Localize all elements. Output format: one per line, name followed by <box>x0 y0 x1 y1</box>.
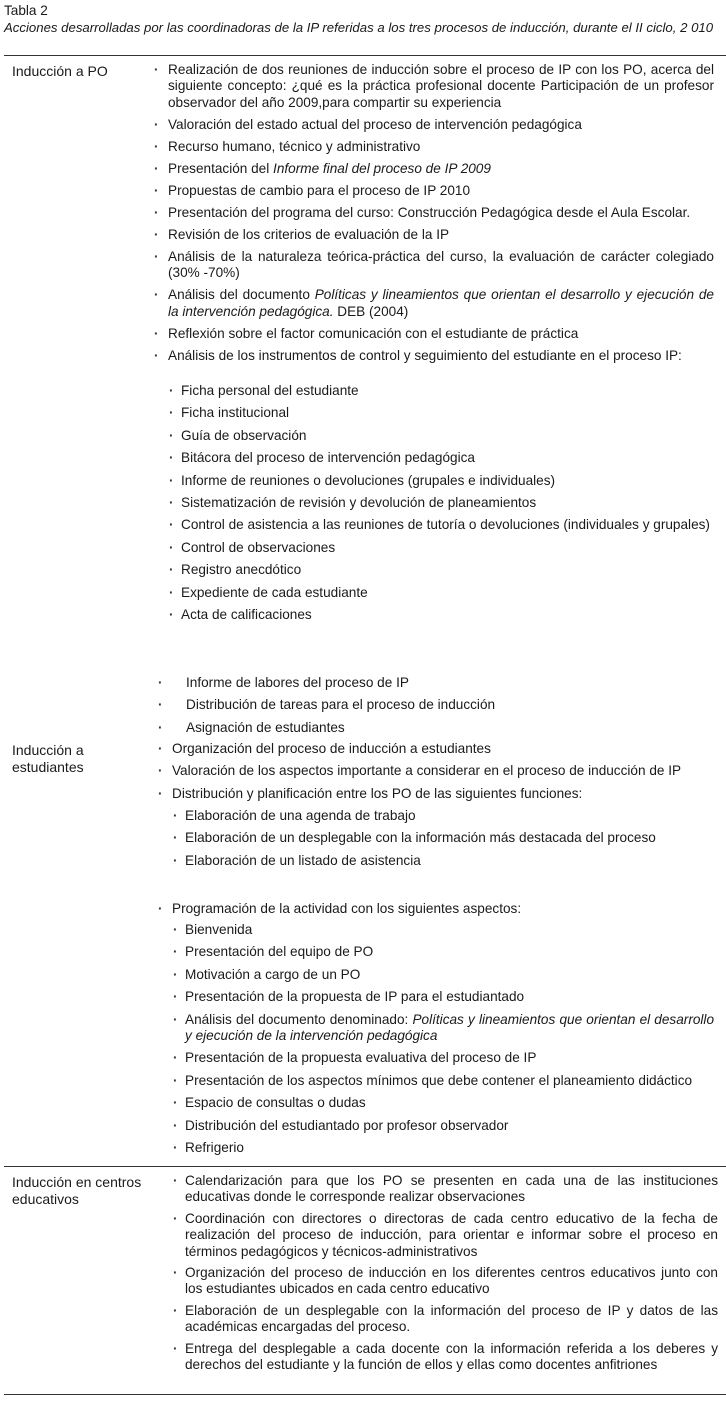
list-item: · Análisis de los instrumentos de control y seguimiento del estudiante en el proceso IP: <box>168 348 714 364</box>
students-top-list <box>186 675 714 742</box>
section-divider-rule <box>4 1166 726 1167</box>
section-centers-label: Inducción en centros educativos <box>12 1174 142 1207</box>
students-functions-list <box>185 808 714 875</box>
list-item: · Elaboración de un desplegable con la información del proceso de IP y datos de las académicas encargadas del proceso. <box>185 1303 718 1336</box>
list-item: · Control de asistencia a las reuniones de tutoría o devoluciones (individuales y grupales) <box>181 517 714 533</box>
list-item: · Informe de labores del proceso de IP <box>186 675 714 691</box>
list-item: · Informe de reuniones o devoluciones (grupales e individuales) <box>181 473 714 489</box>
list-item: · Coordinación con directores o directoras de cada centro educativo de la fecha de realización del proceso de inducción, para orientar e informar sobre el proceso en términos pedagógicos y técnicos-administrativos <box>185 1211 718 1260</box>
students-main-list <box>172 741 714 808</box>
list-item: · Reflexión sobre el factor comunicación con el estudiante de práctica <box>168 326 714 342</box>
item-emphasis: Políticas y lineamientos que orientan el desarrollo y ejecución de la intervención pedagógica <box>185 1011 715 1044</box>
list-item <box>168 287 714 320</box>
list-item: · Revisión de los criterios de evaluación de la IP <box>168 227 714 243</box>
students-program-intro <box>172 901 714 917</box>
list-item: · Valoración del estado actual del proceso de intervención pedagógica <box>168 117 714 133</box>
list-item: · Elaboración de un desplegable con la información más destacada del proceso <box>185 830 714 846</box>
item-text: Análisis del documento denominado: <box>185 1011 413 1027</box>
list-item: · Guía de observación <box>181 428 714 444</box>
list-item: · Ficha personal del estudiante <box>181 383 714 399</box>
list-item: · Calendarización para que los PO se presenten en cada una de las instituciones educativas donde le corresponde realizar observaciones <box>185 1173 718 1206</box>
list-item: · Programación de la actividad con los siguientes aspectos: <box>172 901 714 917</box>
list-item: · Refrigerio <box>185 1140 714 1156</box>
item-text: Análisis del documento <box>168 287 315 303</box>
students-program-list <box>185 922 714 1162</box>
list-item: · Recurso humano, técnico y administrativo <box>168 139 714 155</box>
table-label: Tabla 2 <box>4 3 48 18</box>
po-instruments-list <box>181 383 714 629</box>
list-item: · Distribución y planificación entre los PO de las siguientes funciones: <box>172 786 714 802</box>
list-item: · Espacio de consultas o dudas <box>185 1095 714 1111</box>
list-item: · Elaboración de un listado de asistencia <box>185 853 714 869</box>
list-item: · Acta de calificaciones <box>181 607 714 623</box>
list-item: · Organización del proceso de inducción en los diferentes centros educativos junto con los estudiantes ubicados en cada centro educativo <box>185 1265 718 1298</box>
list-item: · Presentación de la propuesta de IP para el estudiantado <box>185 989 714 1005</box>
list-item: · Bitácora del proceso de intervención pedagógica <box>181 450 714 466</box>
table-bottom-rule <box>4 1394 726 1395</box>
list-item: · Presentación de los aspectos mínimos que debe contener el planeamiento didáctico <box>185 1073 714 1089</box>
list-item: · Elaboración de una agenda de trabajo <box>185 808 714 824</box>
list-item: · Análisis de la naturaleza teórica-práctica del curso, la evaluación de carácter colegiado (30% -70%) <box>168 249 714 282</box>
list-item: · Realización de dos reuniones de inducción sobre el proceso de IP con los PO, acerca del siguiente concepto: ¿qué es la práctica profesional docente Participación de un profesor observador del año 2009,para compartir su experiencia <box>168 62 714 111</box>
table-title: Acciones desarrolladas por las coordinadoras de la IP referidas a los tres procesos de inducción, durante el II ciclo, 2 010 <box>4 20 714 35</box>
list-item: · Distribución del estudiantado por profesor observador <box>185 1118 714 1134</box>
list-item: · Presentación del programa del curso: Construcción Pedagógica desde el Aula Escolar. <box>168 205 714 221</box>
list-item: · Propuestas de cambio para el proceso de IP 2010 <box>168 183 714 199</box>
centers-items-list <box>185 1173 718 1378</box>
table-top-rule <box>4 55 726 56</box>
list-item: · Registro anecdótico <box>181 562 714 578</box>
po-items-list <box>168 62 714 370</box>
list-item: · Ficha institucional <box>181 405 714 421</box>
table-caption <box>4 2 726 36</box>
list-item: · Expediente de cada estudiante <box>181 585 714 601</box>
section-po-label: Inducción a PO <box>12 63 108 79</box>
list-item: · Asignación de estudiantes <box>186 720 714 736</box>
list-item: · Sistematización de revisión y devolución de planeamientos <box>181 495 714 511</box>
list-item: · Control de observaciones <box>181 540 714 556</box>
list-item: · Distribución de tareas para el proceso de inducción <box>186 697 714 713</box>
item-text: Presentación del <box>168 160 274 176</box>
list-item <box>185 1012 714 1045</box>
item-text-tail: DEB (2004) <box>333 303 409 319</box>
list-item: · Entrega del desplegable a cada docente con la información referida a los deberes y derechos del estudiante y la función de ellos y ellas como docentes anfitriones <box>185 1341 718 1374</box>
list-item <box>168 161 714 177</box>
list-item: · Valoración de los aspectos importante a considerar en el proceso de inducción de IP <box>172 763 714 779</box>
item-emphasis: Políticas y lineamientos que orientan el desarrollo y ejecución de la intervención pedagógica. <box>168 287 714 319</box>
list-item: · Presentación de la propuesta evaluativa del proceso de IP <box>185 1050 714 1066</box>
list-item: · Motivación a cargo de un PO <box>185 967 714 983</box>
list-item: · Bienvenida <box>185 922 714 938</box>
item-emphasis: Informe final del proceso de IP 2009 <box>273 160 491 176</box>
list-item: · Presentación del equipo de PO <box>185 944 714 960</box>
list-item: · Organización del proceso de inducción a estudiantes <box>172 741 714 757</box>
section-students-label: Inducción a estudiantes <box>12 742 84 775</box>
